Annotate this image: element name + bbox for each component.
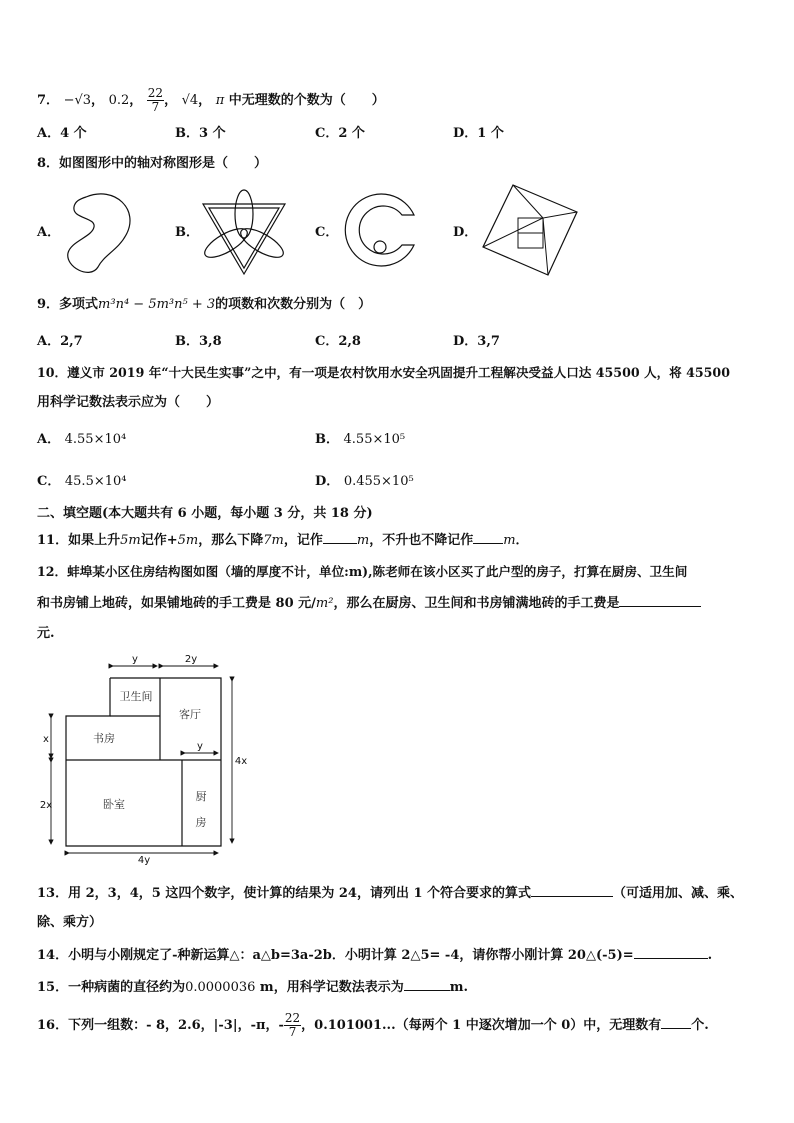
- dim-2y-top: 2y: [184, 654, 198, 665]
- q8-figure-b[interactable]: [198, 186, 290, 278]
- q12-line2: 和书房铺上地砖，如果铺地砖的手工费是 80 元/m²，那么在厨房、卫生间和书房铺满地砖的手工费是: [37, 594, 701, 613]
- room-bedroom: 卧室: [103, 798, 125, 811]
- q8-label-b: B．: [175, 225, 199, 240]
- q8-label-a: A．: [37, 225, 61, 240]
- floor-plan-diagram: [34, 650, 264, 865]
- q13-line1: 13．用 2，3，4，5 这四个数字，使计算的结果为 24，请列出 1 个符合要求的算式 （可适用加、减、乘、: [37, 886, 744, 901]
- q13-answer-blank[interactable]: [531, 884, 613, 897]
- dim-x-left: x: [43, 734, 49, 745]
- section-heading: 二、填空题(本大题共有 6 小题，每小题 3 分，共 18 分): [37, 506, 373, 521]
- q9-option-b[interactable]: B．3,8: [175, 334, 222, 349]
- q16-fraction: $\frac{22}{7}$: [284, 1011, 301, 1039]
- dim-4y-bottom: 4y: [137, 855, 151, 865]
- q9-polynomial: m³n⁴ − 5m³n⁵ + 3: [98, 297, 216, 312]
- q11-stem: 11．如果上升5m记作+5m，那么下降7m，记作 m，不升也不降记作 m．: [37, 533, 529, 548]
- room-kitchen-1: 厨: [195, 790, 207, 803]
- q7-item-2: 0.2: [108, 93, 130, 108]
- q14-stem: 14．小明与小刚规定了-种新运算△：a△b=3a-2b．小明计算 2△5= -4，请你帮小刚计算 20△(-5)= .: [37, 948, 713, 963]
- q10-option-d[interactable]: D． 0.455×10⁵: [315, 474, 414, 489]
- q7-item-4: √4: [181, 93, 199, 108]
- q8-figure-d[interactable]: [480, 180, 580, 280]
- dim-y-top: y: [132, 654, 138, 665]
- q11-answer-blank-1[interactable]: [323, 531, 357, 544]
- q13-line2: 除、乘方）: [37, 915, 103, 930]
- q7-fraction: $\frac{22}{7}$: [147, 86, 164, 114]
- q15-stem: 15．一种病菌的直径约为0.0000036 m，用科学记数法表示为 m.: [37, 980, 468, 995]
- q14-answer-blank[interactable]: [634, 946, 708, 959]
- q8-stem: 8．如图图形中的轴对称图形是（ ）: [37, 156, 268, 171]
- q8-label-c: C．: [315, 225, 339, 240]
- dim-2x-left: 2x: [39, 800, 53, 811]
- q7-stem: 7． −√3， 0.2， $\frac{22}{7}$ ， √4， π 中无理数的个数为（ ）: [37, 86, 385, 114]
- q8-label-d: D．: [453, 225, 478, 240]
- q7-item-5: π: [215, 93, 225, 108]
- room-study: 书房: [93, 732, 115, 745]
- q7-option-d[interactable]: D．1 个: [453, 126, 504, 141]
- dim-y-kitchen: y: [197, 741, 203, 752]
- q8-figure-a[interactable]: [60, 185, 160, 280]
- room-living: 客厅: [179, 708, 201, 721]
- q12-line3: 元.: [37, 626, 55, 641]
- q15-answer-blank[interactable]: [404, 978, 450, 991]
- q7-item-1: −√3: [63, 93, 92, 108]
- q9-option-c[interactable]: C．2,8: [315, 334, 361, 349]
- q7-option-a[interactable]: A．4 个: [37, 126, 87, 141]
- q10-line1: 10．遵义市 2019 年“十大民生实事”之中，有一项是农村饮用水安全巩固提升工程解决受益人口达 45500 人，将 45500: [37, 365, 730, 380]
- q10-line2: 用科学记数法表示应为（ ）: [37, 395, 220, 410]
- q16-answer-blank[interactable]: [661, 1016, 691, 1029]
- room-bathroom: 卫生间: [119, 690, 153, 703]
- q16-stem: 16．下列一组数：- 8，2.6，|-3|，-π，- $\frac{22}{7}$ ，0.101001...（每两个 1 中逐次增加一个 0）中，无理数有 个.: [37, 1011, 709, 1039]
- q9-stem: 9．多项式m³n⁴ − 5m³n⁵ + 3的项数和次数分别为（ ）: [37, 297, 372, 312]
- dim-4x-right: 4x: [234, 756, 248, 767]
- q10-option-a[interactable]: A． 4.55×10⁴: [37, 432, 127, 447]
- room-kitchen-2: 房: [195, 816, 207, 829]
- q7-option-c[interactable]: C．2 个: [315, 126, 365, 141]
- q9-option-a[interactable]: A．2,7: [37, 334, 83, 349]
- q10-option-b[interactable]: B． 4.55×10⁵: [315, 432, 406, 447]
- q8-figure-c[interactable]: [338, 190, 418, 270]
- q11-answer-blank-2[interactable]: [473, 531, 503, 544]
- q12-answer-blank[interactable]: [619, 594, 701, 607]
- q12-line1: 12．蚌埠某小区住房结构图如图（墙的厚度不计，单位:m),陈老师在该小区买了此户型的房子，打算在厨房、卫生间: [37, 564, 688, 579]
- q7-option-b[interactable]: B．3 个: [175, 126, 226, 141]
- q9-option-d[interactable]: D．3,7: [453, 334, 500, 349]
- q10-option-c[interactable]: C． 45.5×10⁴: [37, 474, 127, 489]
